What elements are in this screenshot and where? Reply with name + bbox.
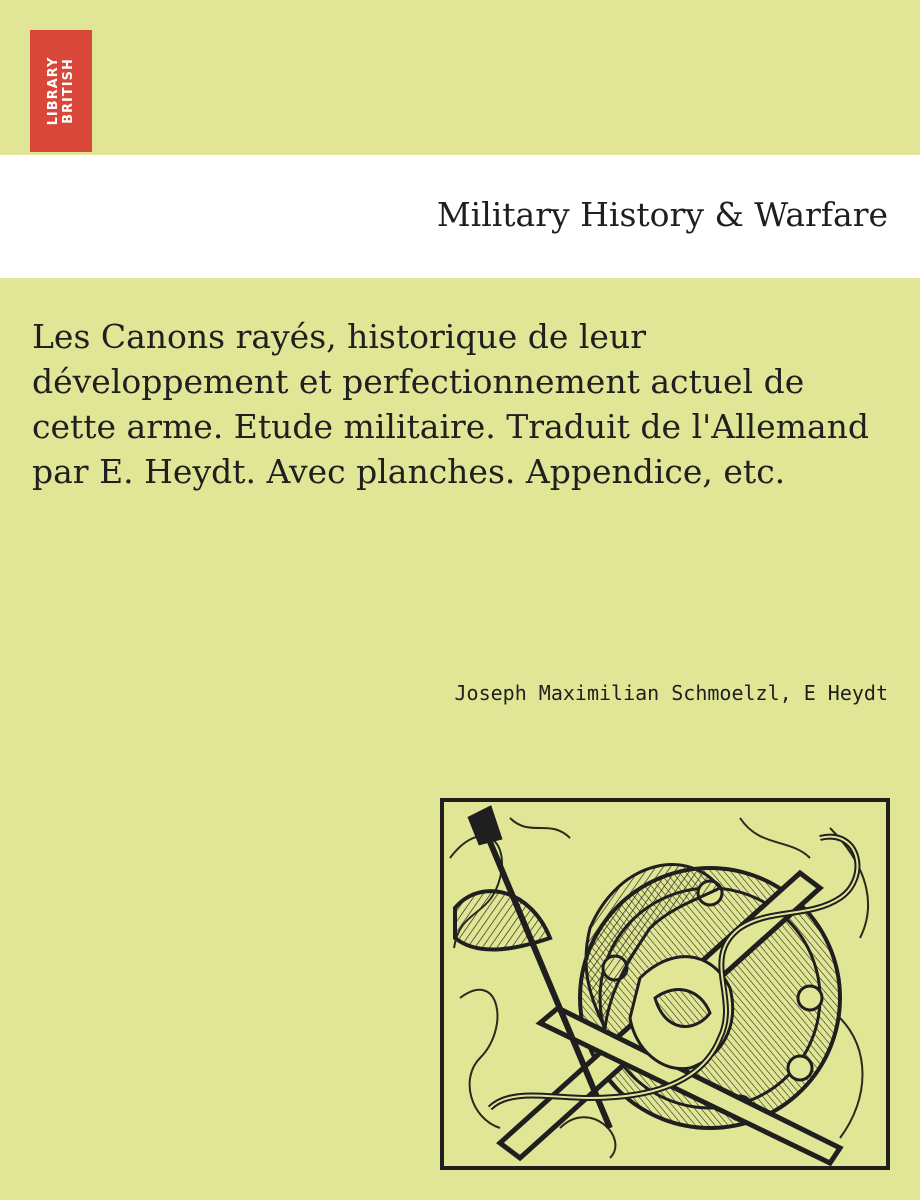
library-logo-line: LIBRARY (46, 56, 61, 126)
heraldic-trophy-illustration (440, 798, 890, 1170)
series-title: Military History & Warfare (436, 195, 888, 234)
book-authors: Joseph Maximilian Schmoelzl, E Heydt (454, 681, 888, 705)
library-logo-text (46, 32, 76, 150)
british-library-logo (30, 30, 92, 152)
book-title: Les Canons rayés, historique de leur développement et perfectionnement actuel de cette arme. Etude militaire. Traduit de l'Allemand par E. Heydt. Avec planches. Appendice, etc. (32, 317, 870, 491)
library-logo-line: BRITISH (61, 58, 76, 124)
series-band (0, 155, 920, 278)
